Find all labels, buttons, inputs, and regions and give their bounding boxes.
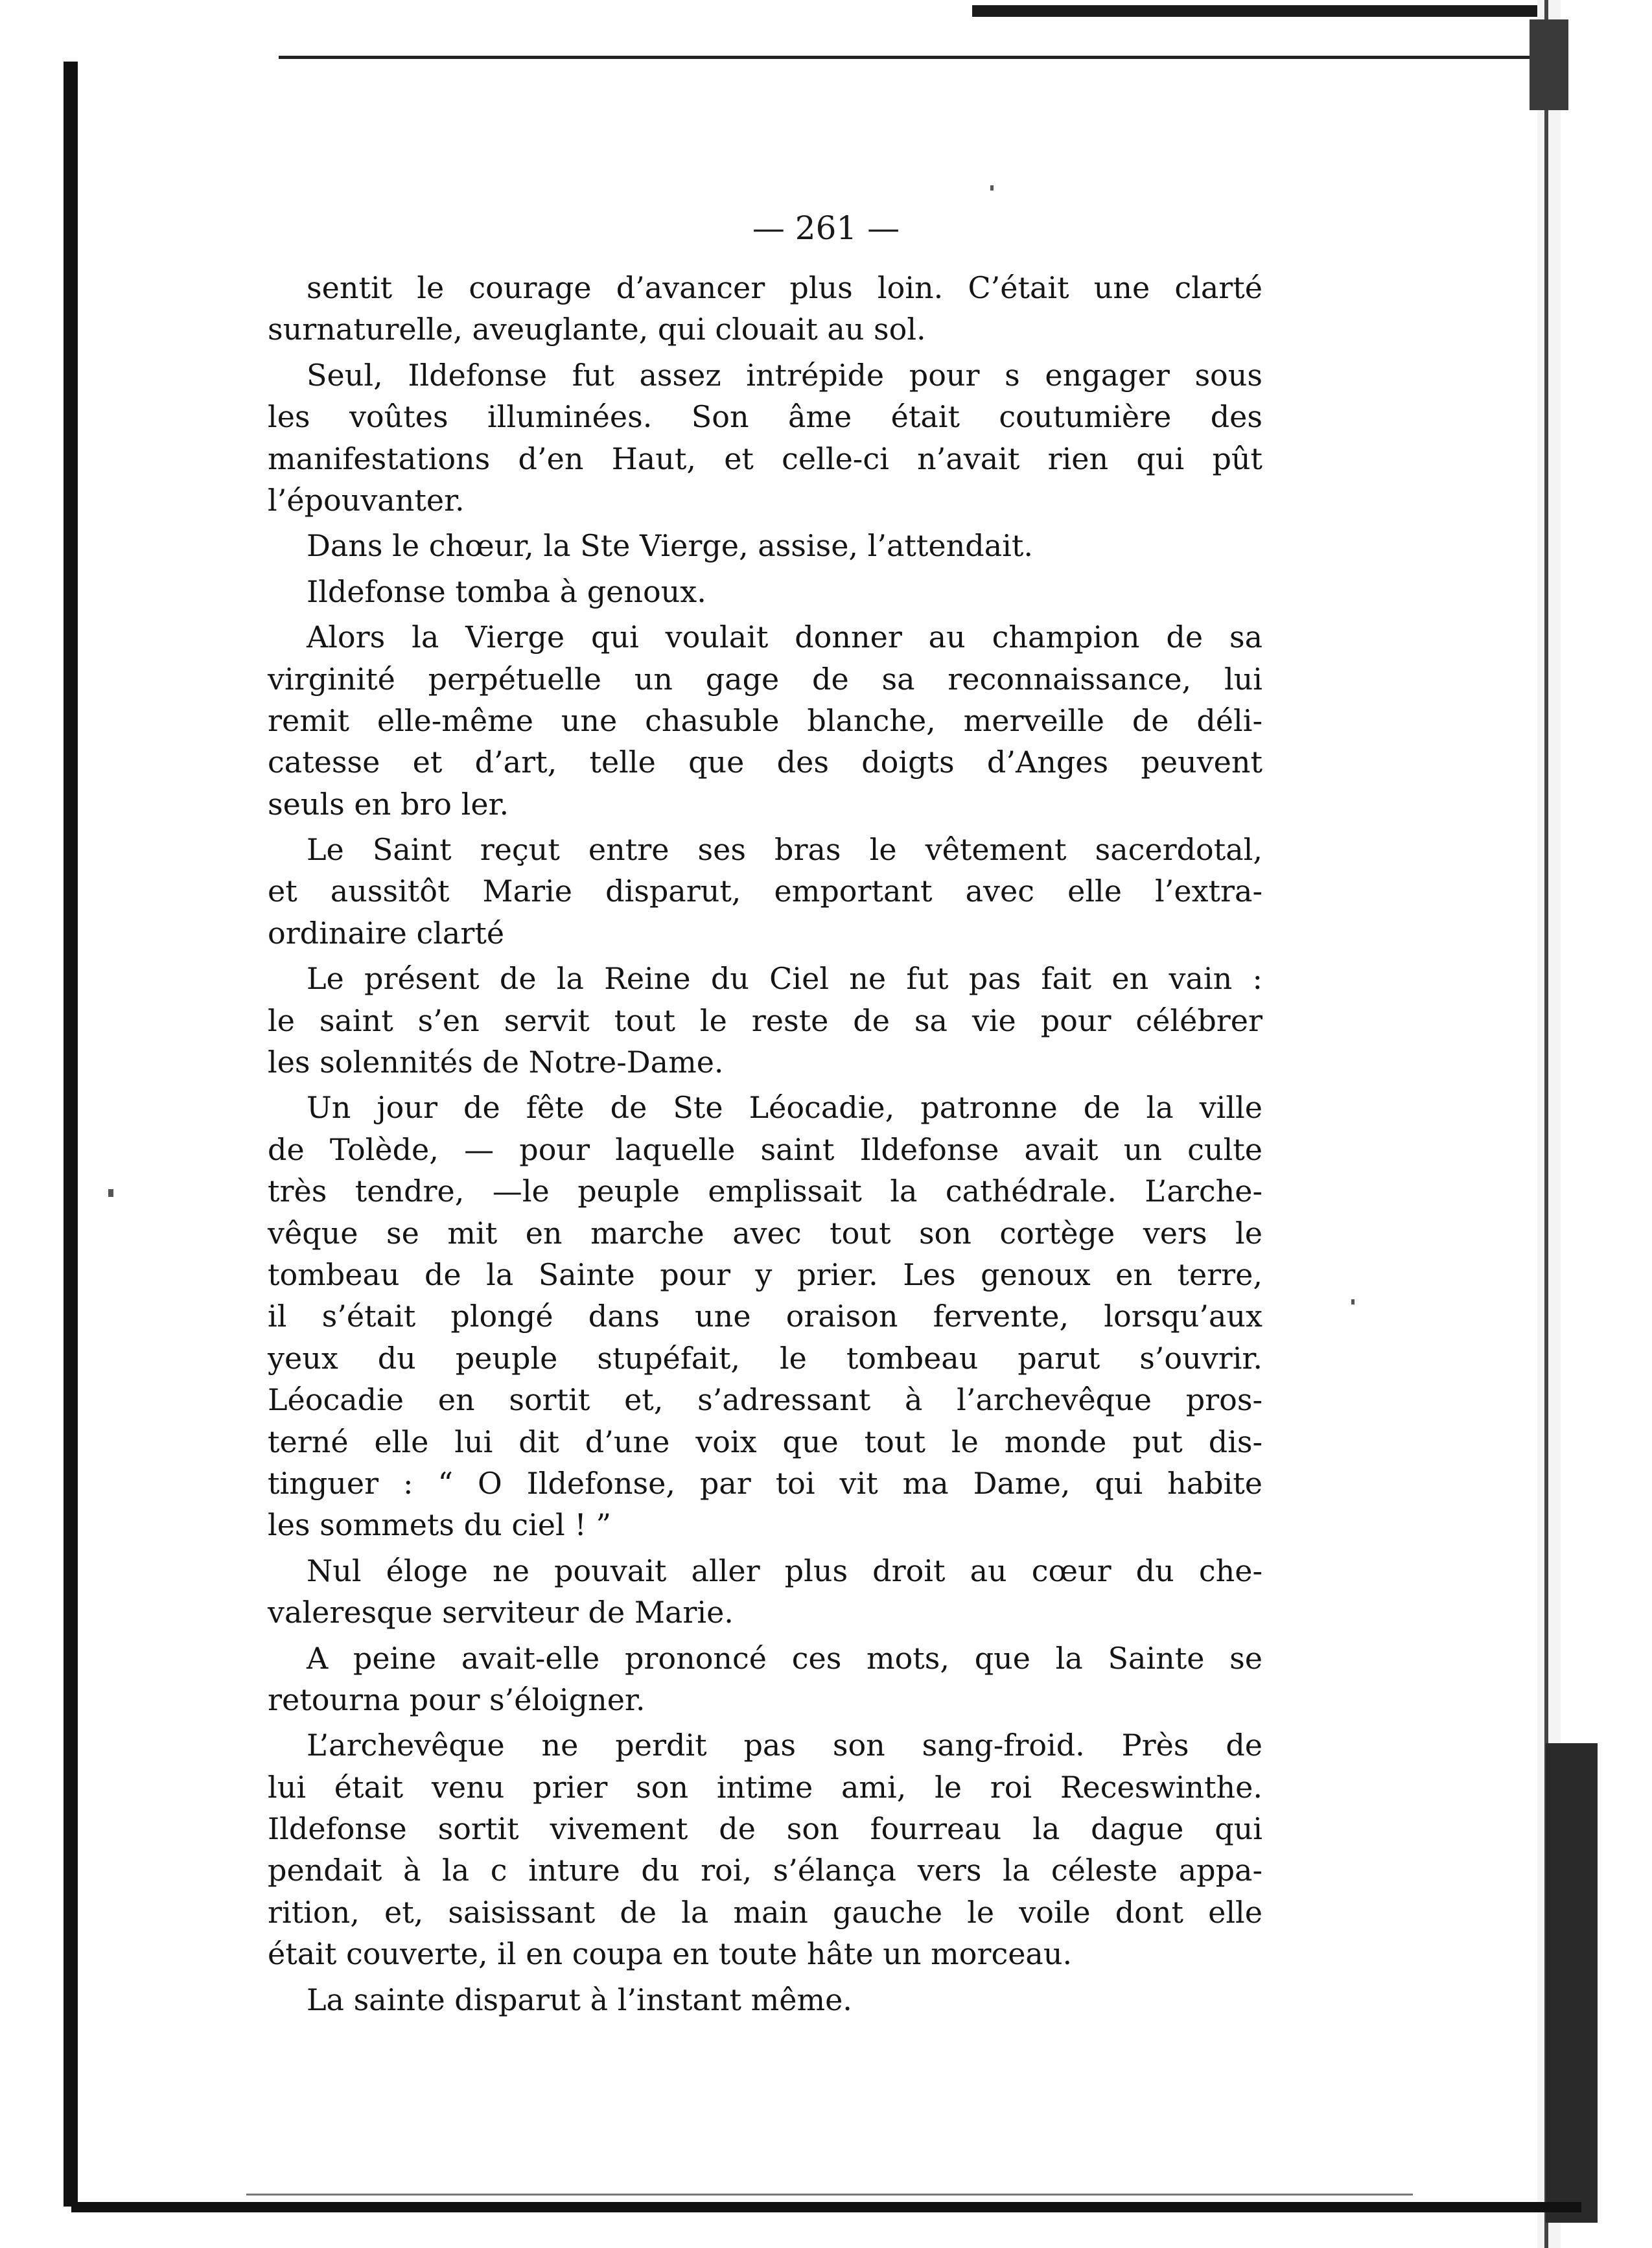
paragraph (268, 267, 1262, 351)
paragraph (268, 1550, 1262, 1634)
paragraph (268, 525, 1262, 566)
bottom-scan-border (71, 2202, 1581, 2212)
text-line: de Tolède, — pour laquelle saint Ildefonse avait un culte (268, 1131, 1262, 1167)
text-line: Léocadie en sortit et, s’adressant à l’archevêque pros- (268, 1382, 1262, 1418)
text-line: A peine avait-elle prononcé ces mots, que la Sainte se (307, 1640, 1262, 1676)
text-line: vêque se mit en marche avec tout son cortège vers le (268, 1215, 1262, 1251)
text-line: Seul, Ildefonse fut assez intrépide pour s engager sous (307, 357, 1262, 393)
right-top-scan-blot (1530, 19, 1568, 110)
text-line: tinguer : “ O Ildefonse, par toi vit ma Dame, qui habite (268, 1465, 1262, 1501)
text-line: les solennités de Notre-Dame. (268, 1045, 724, 1080)
text-line: il s’était plongé dans une oraison fervente, lorsqu’aux (268, 1299, 1262, 1334)
text-line: était couverte, il en coupa en toute hâte un morceau. (268, 1936, 1073, 1972)
top-page-edge (279, 56, 1549, 59)
text-line: yeux du peuple stupéfait, le tombeau parut s’ouvrir. (268, 1340, 1262, 1376)
text-line: Nul éloge ne pouvait aller plus droit au cœur du che- (307, 1553, 1262, 1588)
paragraph-gap (268, 2021, 1262, 2024)
text-line: tombeau de la Sainte pour y prier. Les genoux en terre, (268, 1257, 1262, 1292)
text-line: sentit le courage d’avancer plus loin. C’était une clarté (307, 270, 1262, 305)
paragraph (268, 958, 1262, 1083)
body-text (268, 267, 1262, 2024)
ink-speck (990, 185, 994, 191)
paragraph (268, 1724, 1262, 1975)
text-line: remit elle-même une chasuble blanche, merveille de déli- (268, 702, 1262, 738)
text-line: très tendre, —le peuple emplissait la cathédrale. L’arche- (268, 1174, 1262, 1209)
text-line: catesse et d’art, telle que des doigts d’Anges peuvent (268, 745, 1262, 780)
paragraph (268, 571, 1262, 612)
right-bottom-scan-blot (1546, 1743, 1598, 2223)
paragraph (268, 354, 1262, 522)
paragraph (268, 1638, 1262, 1721)
paragraph (268, 1087, 1262, 1546)
text-line: Ildefonse sortit vivement de son fourreau la dague qui (268, 1811, 1262, 1847)
text-line: Le Saint reçut entre ses bras le vêtement sacerdotal, (307, 832, 1262, 868)
text-line: La sainte disparut à l’instant même. (307, 1982, 852, 2017)
text-line: l’épouvanter. (268, 482, 465, 518)
text-line: retourna pour s’éloigner. (268, 1682, 646, 1717)
text-line: pendait à la c inture du roi, s’élança vers la céleste appa- (268, 1853, 1262, 1888)
text-line: terné elle lui dit d’une voix que tout le monde put dis- (268, 1424, 1262, 1459)
text-line: les sommets du ciel ! ” (268, 1507, 611, 1543)
text-line: rition, et, saisissant de la main gauche le voile dont elle (268, 1894, 1262, 1930)
text-line: lui était venu prier son intime ami, le roi Receswinthe. (268, 1769, 1262, 1805)
page-number: — 261 — (752, 209, 900, 247)
bottom-page-edge (246, 2194, 1413, 2196)
text-line: Dans le chœur, la Ste Vierge, assise, l’attendait. (307, 528, 1033, 564)
text-line: virginité perpétuelle un gage de sa reconnaissance, lui (268, 661, 1262, 697)
text-line: et aussitôt Marie disparut, emportant avec elle l’extra- (268, 874, 1262, 909)
paragraph (268, 1979, 1262, 2021)
top-scan-border (972, 5, 1555, 17)
ink-speck (1351, 1299, 1355, 1304)
text-line: surnaturelle, aveuglante, qui clouait au sol. (268, 312, 926, 347)
left-binding-shadow (64, 62, 78, 2207)
text-line: Le présent de la Reine du Ciel ne fut pas fait en vain : (307, 961, 1262, 997)
text-line: seuls en bro ler. (268, 786, 509, 822)
text-line: L’archevêque ne perdit pas son sang-froid. Près de (307, 1728, 1262, 1763)
text-line: valeresque serviteur de Marie. (268, 1595, 734, 1630)
text-line: Alors la Vierge qui voulait donner au champion de sa (307, 620, 1262, 655)
paragraph (268, 829, 1262, 954)
ink-speck (108, 1189, 113, 1197)
text-line: Un jour de fête de Ste Léocadie, patronne de la ville (307, 1090, 1262, 1126)
text-line: ordinaire clarté (268, 915, 505, 951)
text-line: Ildefonse tomba à genoux. (307, 574, 706, 609)
text-line: le saint s’en servit tout le reste de sa vie pour célébrer (268, 1002, 1262, 1038)
paragraph (268, 616, 1262, 825)
text-line: les voûtes illuminées. Son âme était coutumière des (268, 399, 1262, 435)
text-line: manifestations d’en Haut, et celle-ci n’avait rien qui pût (268, 441, 1262, 476)
